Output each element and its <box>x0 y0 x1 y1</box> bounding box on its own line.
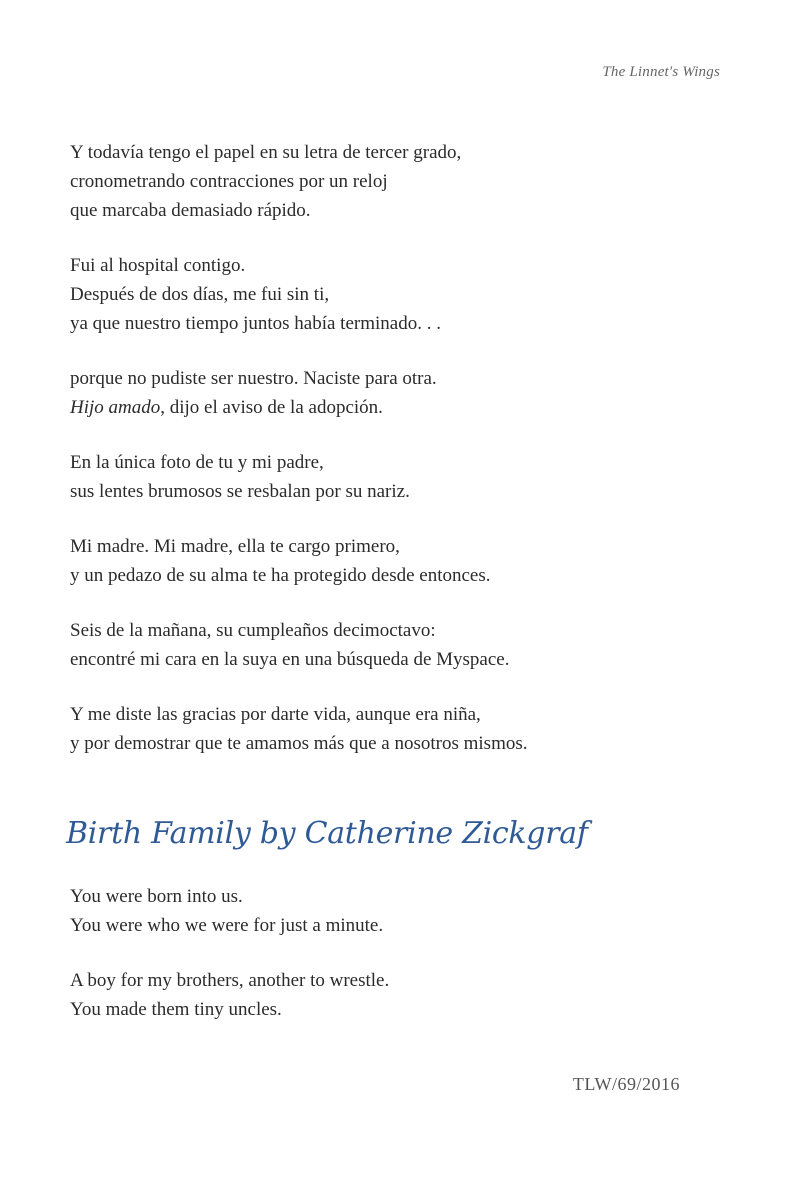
english-poem <box>70 882 750 1050</box>
poem-line: Y todavía tengo el papel en su letra de tercer grado, <box>70 142 462 163</box>
poem-line: En la única foto de tu y mi padre, <box>70 452 324 473</box>
spanish-poem <box>70 138 750 784</box>
poem-line: A boy for my brothers, another to wrestle. <box>70 970 390 991</box>
poem-line: sus lentes brumosos se resbalan por su nariz. <box>70 481 410 502</box>
stanza <box>70 251 750 338</box>
stanza <box>70 364 750 422</box>
stanza <box>70 138 750 225</box>
poem-line: porque no pudiste ser nuestro. Naciste para otra. <box>70 368 437 389</box>
poem-line: You made them tiny uncles. <box>70 999 282 1020</box>
poem-line: y por demostrar que te amamos más que a nosotros mismos. <box>70 733 528 754</box>
stanza <box>70 448 750 506</box>
poem-line: Y me diste las gracias por darte vida, aunque era niña, <box>70 704 481 725</box>
poem-line: ya que nuestro tiempo juntos había terminado. . . <box>70 313 441 334</box>
stanza <box>70 532 750 590</box>
poem-line: cronometrando contracciones por un reloj <box>70 171 388 192</box>
stanza <box>70 700 750 758</box>
poem-line: Seis de la mañana, su cumpleaños decimoctavo: <box>70 620 436 641</box>
poem-line: encontré mi cara en la suya en una búsqueda de Myspace. <box>70 649 510 670</box>
poem-line: Mi madre. Mi madre, ella te cargo primero, <box>70 536 400 557</box>
stanza <box>70 966 750 1024</box>
poem-line: que marcaba demasiado rápido. <box>70 200 311 221</box>
poem-line: You were born into us. <box>70 886 243 907</box>
poem-line: You were who we were for just a minute. <box>70 915 384 936</box>
poem-line: Fui al hospital contigo. <box>70 255 246 276</box>
poem-line: Después de dos días, me fui sin ti, <box>70 284 330 305</box>
poem-line <box>70 393 750 422</box>
issue-code: TLW/69/2016 <box>572 1074 680 1094</box>
italic-phrase: Hijo amado <box>70 397 161 418</box>
poem-line: y un pedazo de su alma te ha protegido desde entonces. <box>70 565 491 586</box>
poem-line-rest: , dijo el aviso de la adopción. <box>160 397 383 418</box>
running-header: The Linnet's Wings <box>602 64 720 80</box>
poem-title: Birth Family by Catherine Zickgraf <box>66 816 588 851</box>
stanza <box>70 616 750 674</box>
stanza <box>70 882 750 940</box>
